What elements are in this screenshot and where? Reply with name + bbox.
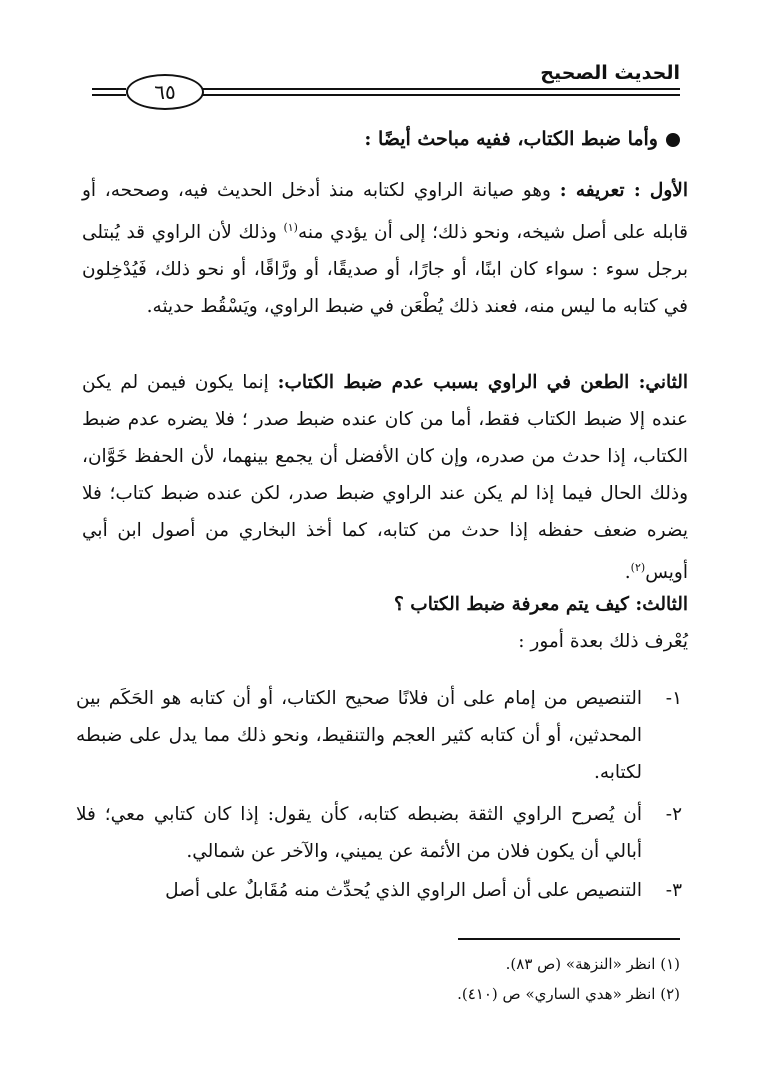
paragraph-first-text-2: وذلك لأن الراوي قد يُبتلى برجل سوء : سواء كان ابنًا، أو جارًا، أو صديقًا، أو ورَّاقًا، أو نحو ذلك، فَيُدْخِلون في كتابه ما ليس منه، فعند ذلك يُطْعَن في ضبط الراوي، ويَسْقُط حديثه. [82, 222, 688, 318]
bullet-icon [666, 133, 680, 147]
footnote-2: (٢) انظر «هدي الساري» ص (٤١٠). [457, 985, 680, 1003]
paragraph-first [82, 172, 688, 325]
list-item-number: ٢- [665, 804, 682, 825]
header-rule-left [92, 88, 126, 90]
footnote-ref-2: (٢) [630, 561, 646, 574]
section-intro-text: وأما ضبط الكتاب، ففيه مباحث أيضًا : [364, 128, 658, 150]
paragraph-third [82, 586, 688, 660]
list-item-number: ١- [665, 688, 682, 709]
running-header-title: الحديث الصحيح [540, 62, 680, 84]
list-item-text: التنصيص على أن أصل الراوي الذي يُحدِّث منه مُقَابلٌ على أصل [165, 880, 642, 901]
paragraph-second-lead: الثاني: الطعن في الراوي بسبب عدم ضبط الكتاب: [277, 372, 688, 393]
header-rule-right [202, 88, 680, 90]
header-rule-left-2 [92, 94, 126, 96]
list-item-text: أن يُصرح الراوي الثقة بضبطه كتابه، كأن يقول: إذا كان كتابي معي؛ فلا أبالي أن يكون فلان من الأئمة عن يميني، والآخر عن شمالي. [76, 804, 642, 862]
paragraph-first-text: وهو صيانة الراوي لكتابه منذ أدخل الحديث فيه، وصححه، أو قابله على أصل شيخه، ونحو ذلك؛ إلى أن يؤدي منه [82, 180, 688, 244]
paragraph-third-lead: الثالث: كيف يتم معرفة ضبط الكتاب ؟ [394, 594, 688, 615]
list-item [76, 680, 682, 791]
list-item-text: التنصيص من إمام على أن فلانًا صحيح الكتاب، أو أن كتابه هو الحَكَم بين المحدثين، أو أن كتابه كثير العجم والتنقيط، ونحو ذلك مما يدل على ضبطه لكتابه. [76, 688, 642, 783]
section-intro [364, 128, 680, 150]
paragraph-second-text: إنما يكون فيمن لم يكن عنده إلا ضبط الكتاب فقط، أما من كان عنده ضبط صدر ؛ فلا يضره عدم ضبط الكتاب، إذا حدث من صدره، وإن كان الأفضل أن يجمع بينهما، لأن الحفظ خَوَّان، وذلك الحال فيما إذا لم يكن عند الراوي ضبط صدر، لكن عنده ضبط كتاب؛ فلا يضره ضعف حفظه إذا حدث من كتابه، كما أخذ البخاري من أصول ابن أبي أويس [82, 372, 688, 584]
list-item [76, 872, 682, 909]
page-number: ٦٥ [126, 74, 204, 110]
list-item-number: ٣- [665, 880, 682, 901]
paragraph-second: الثاني: الطعن في الراوي بسبب عدم ضبط الكتاب: إنما يكون فيمن لم يكن عنده إلا ضبط الكتاب فقط، أما من كان عنده ضبط صدر ؛ فلا يضره عدم ضبط الكتاب، إذا حدث من صدره، وإن كان الأفضل أن يجمع بينهما، لأن الحفظ خَوَّان، وذلك الحال فيما إذا لم يكن عند الراوي ضبط صدر، لكن عنده ضبط كتاب؛ فلا يضره ضعف حفظه إذا حدث من كتابه، كما أخذ البخاري من أصول ابن أبي أويس$^{(٢)}$. [82, 372, 688, 584]
footnote-separator [458, 938, 680, 940]
footnote-ref-1: (١) [283, 221, 298, 234]
footnote-1: (١) انظر «النزهة» (ص ٨٣). [505, 955, 680, 973]
list-item [76, 796, 682, 870]
paragraph-first-lead: الأول : تعريفه : [559, 180, 688, 201]
paragraph-third-intro: يُعْرف ذلك بعدة أمور : [518, 631, 688, 652]
header-rule-right-2 [202, 94, 680, 96]
